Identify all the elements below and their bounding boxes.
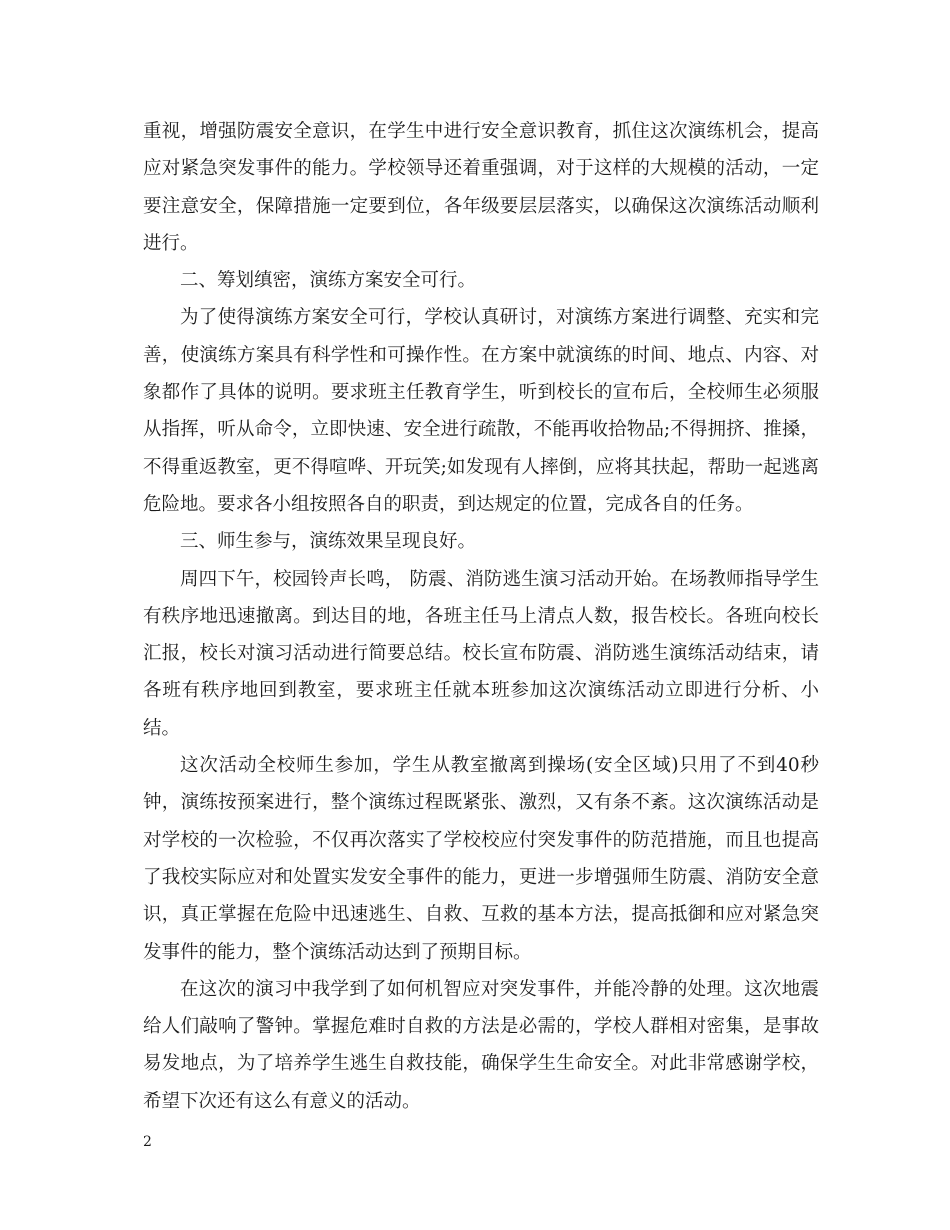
section-heading-planning: 二、筹划缜密，演练方案安全可行。 xyxy=(180,270,477,292)
paragraph-plan-details: 为了使得演练方案安全可行，学校认真研讨，对演练方案进行调整、充实和完善，使演练方案具有科学性和可操作性。在方案中就演练的时间、地点、内容、对象都作了具体的说明。要求班主任教育学生，听到校长的宣布后，全校师生必须服从指挥，听从命令，立即快速、安全进行疏散，不能再收拾物品;不得拥挤、推搡，不得重返教室，更不得喧哗、开玩笑;如发现有人摔倒，应将其扶起，帮助一起逃离危险地。要求各小组按照各自的职责，到达规定的位置，完成各自的任务。 xyxy=(143,307,819,515)
paragraph-drill-process: 周四下午，校园铃声长鸣， 防震、消防逃生演习活动开始。在场教师指导学生有秩序地迅速撤离。到达目的地，各班主任马上清点人数，报告校长。各班向校长汇报，校长对演习活动进行简要总结。校长宣布防震、消防逃生演练活动结束，请各班有秩序地回到教室，要求班主任就本班参加这次演练活动立即进行分析、小结。 xyxy=(143,568,819,739)
paragraph-reflection: 在这次的演习中我学到了如何机智应对突发事件，并能冷静的处理。这次地震给人们敲响了警钟。掌握危难时自救的方法是必需的，学校人群相对密集，是事故易发地点，为了培养学生逃生自救技能，确保学生生命安全。对此非常感谢学校，希望下次还有这么有意义的活动。 xyxy=(143,978,819,1112)
document-body xyxy=(143,113,819,1120)
section-heading-participation: 三、师生参与，演练效果呈现良好。 xyxy=(180,531,477,553)
page-number: 2 xyxy=(143,1134,152,1150)
paragraph-continuation: 重视，增强防震安全意识，在学生中进行安全意识教育，抓住这次演练机会，提高应对紧急突发事件的能力。学校领导还着重强调，对于这样的大规模的活动，一定要注意安全，保障措施一定要到位，各年级要层层落实，以确保这次演练活动顺利进行。 xyxy=(143,121,819,254)
paragraph-drill-results: 这次活动全校师生参加，学生从教室撤离到操场(安全区域)只用了不到40秒钟，演练按预案进行，整个演练过程既紧张、激烈，又有条不紊。这次演练活动是对学校的一次检验，不仅再次落实了学校校应付突发事件的防范措施，而且也提高了我校实际应对和处置实发安全事件的能力，更进一步增强师生防震、消防安全意识，真正掌握在危险中迅速逃生、自救、互救的基本方法，提高抵御和应对紧急突发事件的能力，整个演练活动达到了预期目标。 xyxy=(143,755,819,963)
